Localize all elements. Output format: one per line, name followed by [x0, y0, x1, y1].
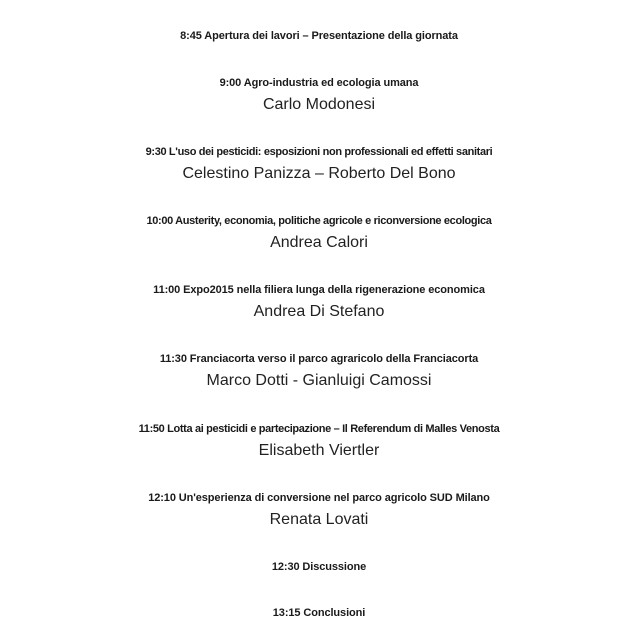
program-item-0900 — [0, 72, 638, 116]
item-title: 12:30 Discussione — [271, 561, 367, 573]
item-title: 9:30 L'uso dei pesticidi: esposizioni non professionali ed effetti sanitari — [145, 146, 493, 158]
program-item-1210 — [0, 487, 638, 531]
item-title: 8:45 Apertura dei lavori – Presentazione della giornata — [180, 30, 458, 42]
program-item-1315 — [0, 602, 638, 624]
item-speakers: Andrea Di Stefano — [253, 303, 385, 320]
item-speakers: Renata Lovati — [269, 511, 369, 528]
program-item-0930 — [0, 141, 638, 185]
program-item-0845 — [0, 25, 638, 47]
item-speakers: Marco Dotti - Gianluigi Camossi — [206, 372, 432, 389]
item-title: 11:30 Franciacorta verso il parco agraricolo della Franciacorta — [159, 353, 479, 365]
program-item-1130 — [0, 348, 638, 392]
item-speakers: Carlo Modonesi — [262, 96, 376, 113]
program-item-1100 — [0, 279, 638, 323]
program-item-1230 — [0, 556, 638, 578]
program-item-1000 — [0, 210, 638, 254]
item-speakers: Elisabeth Viertler — [258, 442, 380, 459]
item-title: 13:15 Conclusioni — [272, 607, 366, 619]
item-title: 10:00 Austerity, economia, politiche agricole e riconversione ecologica — [146, 215, 492, 227]
item-title: 9:00 Agro-industria ed ecologia umana — [219, 77, 419, 89]
item-title: 12:10 Un'esperienza di conversione nel parco agricolo SUD Milano — [148, 492, 490, 504]
program-item-1150 — [0, 418, 638, 462]
item-speakers: Celestino Panizza – Roberto Del Bono — [182, 165, 456, 182]
item-title: 11:50 Lotta ai pesticidi e partecipazione – Il Referendum di Malles Venosta — [138, 423, 500, 435]
item-speakers: Andrea Calori — [270, 234, 368, 251]
item-title: 11:00 Expo2015 nella filiera lunga della rigenerazione economica — [153, 284, 485, 296]
